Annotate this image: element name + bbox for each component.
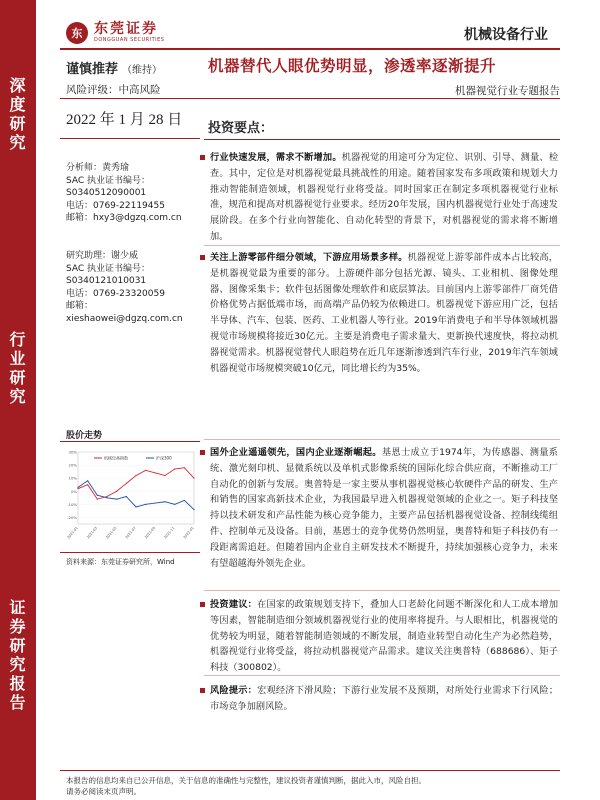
data-point bbox=[135, 506, 136, 507]
date-divider bbox=[60, 138, 200, 139]
y-tick-label: 0% bbox=[70, 488, 77, 494]
bullet-competition bbox=[210, 445, 558, 571]
analyst-name: 分析师：黄秀瑜 bbox=[66, 163, 130, 173]
bullet-square-icon bbox=[200, 688, 205, 693]
x-tick-label: 2021-01 bbox=[66, 526, 79, 540]
stock-price-chart bbox=[64, 446, 198, 544]
x-tick-label: 2021-05 bbox=[105, 526, 118, 540]
legend-label: 沪深300 bbox=[156, 455, 172, 461]
data-point bbox=[116, 499, 117, 500]
data-point bbox=[155, 472, 156, 473]
assistant-info bbox=[66, 250, 183, 326]
analyst-email: 邮箱：hxy3@dgzq.com.cn bbox=[66, 213, 182, 224]
side-label-depth-research: 深 度 研 究 bbox=[9, 76, 27, 152]
analyst-info bbox=[66, 162, 182, 225]
report-type: 机器视觉行业专题报告 bbox=[455, 85, 560, 97]
bullet-risk-warning bbox=[210, 683, 558, 715]
data-point bbox=[145, 470, 146, 471]
key-points-title: 投资要点： bbox=[208, 121, 274, 136]
logo-english-name: DONGGUAN SECURITIES bbox=[94, 37, 165, 43]
data-point bbox=[174, 504, 175, 505]
section-divider bbox=[204, 245, 560, 246]
y-tick-label: -10% bbox=[67, 501, 77, 507]
risk-level: 风险评级：中高风险 bbox=[66, 84, 161, 96]
bullet-investment-advice bbox=[210, 597, 558, 676]
chart-bottom-divider bbox=[60, 552, 200, 553]
assistant-email: xieshaowei@dgzq.com.cn bbox=[66, 313, 183, 324]
side-label-securities-report: 证 券 研 究 报 告 bbox=[9, 598, 27, 712]
y-tick-label: 20% bbox=[68, 462, 77, 468]
x-tick-label: 2021-09 bbox=[143, 526, 157, 540]
header-divider bbox=[60, 48, 560, 50]
section-divider bbox=[204, 439, 560, 440]
bullet-industry-growth bbox=[210, 150, 558, 245]
data-point bbox=[184, 500, 185, 501]
chart-frame bbox=[78, 452, 194, 524]
bullet-heading: 国外企业遥遥领先，国内企业逐渐崛起。 bbox=[210, 447, 382, 458]
section-divider bbox=[204, 675, 560, 676]
bullet-heading: 风险提示： bbox=[210, 685, 258, 696]
data-point bbox=[174, 468, 175, 469]
bullet-square-icon bbox=[200, 602, 205, 607]
key-points-divider bbox=[204, 139, 560, 140]
bullet-upstream-downstream bbox=[210, 250, 558, 376]
data-point bbox=[106, 497, 107, 498]
chart-divider bbox=[60, 441, 200, 442]
data-point bbox=[87, 484, 88, 485]
analyst-phone: 电话：0769-22119455 bbox=[66, 200, 165, 211]
analyst-cert-no: S0340512090001 bbox=[66, 188, 147, 199]
side-label-industry-research: 行 业 研 究 bbox=[9, 330, 27, 406]
bullet-body: 机器视觉的用途可分为定位、识别、引导、测量、检查。其中，定位是对机器视觉最具挑战性的用途。随着国家发布多项政策和规划大力推动智能制造领域，机器视觉行业将受益。同时国家正在制定多项机器视觉行业标准，规范和提高对机器视觉行业要求。经历20年发展，国内机器视觉行业处于高速发展阶段。在多个行业向智能化、自动化转型的背景下，对机器视觉的需求将不断增加。 bbox=[210, 152, 559, 242]
assistant-name: 研究助理：谢少威 bbox=[66, 251, 139, 261]
bullet-body: 机器视觉上游零部件成本占比较高，是机器视觉最为重要的部分。上游硬件部分包括光源、镜头、工业相机、图像处理器、图像采集卡；软件包括图像处理软件和底层算法。目前国内上游零部件厂商凭借价格优势占据低端市场，而高端产品仍较为依赖进口。机器视觉下游应用广泛，包括半导体、汽车、包装、医药、工业机器人等行业。2019年消费电子和半导体领域机器视觉市场规模将接近30亿元。主要是消费电子需求量大、更新换代速度快，将拉动机器视觉需求。机器视觉替代人眼趋势在近几年逐渐渗透到汽车行业，2019年汽车领域机器视觉市场规模突破10亿元，同比增长约为35%。 bbox=[210, 252, 558, 374]
y-tick-label: -20% bbox=[67, 514, 77, 520]
stock-chart-title: 股价走势 bbox=[66, 431, 103, 441]
logo-chinese-name: 东莞证券 bbox=[94, 21, 158, 37]
x-tick-label: 2021-03 bbox=[85, 526, 99, 540]
x-tick-label: 2021-07 bbox=[124, 526, 137, 540]
report-date: 2022 年 1 月 28 日 bbox=[66, 112, 183, 128]
bullet-body: 在国家的政策规划支持下，叠加人口老龄化问题不断深化和人工成本增加等因素，智能制造细分领域机器视觉行业的使用率将提升。与人眼相比，机器视觉的优势较为明显，随着智能制造领域的不断发展，制造业转型自动化生产为必然趋势，机器视觉行业将受益，将拉动机器视觉产品需求。建议关注奥普特（688686）、矩子科技（300802）。 bbox=[210, 599, 559, 674]
assistant-email-label: 邮箱： bbox=[66, 301, 94, 312]
footer-line-1: 本报告的信息均来自已公开信息，关于信息的准确性与完整性，建议投资者谨慎判断，据此入市，风险自担。 bbox=[66, 776, 426, 785]
legend-label: 机械设备指数 bbox=[104, 455, 128, 461]
data-point bbox=[87, 480, 88, 481]
bullet-square-icon bbox=[200, 155, 205, 160]
assistant-cert-no: S0340121010031 bbox=[66, 276, 147, 287]
bullet-heading: 关注上游零部件细分领域，下游应用场景多样。 bbox=[210, 252, 408, 263]
industry-label: 机械设备行业 bbox=[464, 27, 548, 43]
bullet-square-icon bbox=[200, 450, 205, 455]
y-tick-label: 30% bbox=[68, 449, 77, 455]
data-point bbox=[193, 478, 194, 479]
company-logo bbox=[66, 22, 164, 44]
data-point bbox=[116, 491, 117, 492]
footer-line-2: 请务必阅读末页声明。 bbox=[66, 787, 141, 796]
bullet-body: 宏观经济下滑风险；下游行业发展不及预期，对所处行业需求下行风险；市场竞争加剧风险。 bbox=[210, 685, 559, 712]
data-point bbox=[77, 488, 78, 489]
data-point bbox=[97, 495, 98, 496]
data-point bbox=[145, 504, 146, 505]
x-tick-label: 2021-11 bbox=[163, 526, 176, 540]
assistant-cert-label: SAC 执业证书编号： bbox=[66, 263, 151, 274]
data-point bbox=[77, 487, 78, 488]
series-line-csi300 bbox=[78, 481, 194, 510]
title-divider bbox=[60, 98, 560, 99]
data-point bbox=[106, 496, 107, 497]
data-point bbox=[164, 475, 165, 476]
analyst-cert-label: SAC 执业证书编号： bbox=[66, 175, 151, 186]
data-point bbox=[97, 499, 98, 500]
chart-source: 资料来源：东莞证券研究所，Wind bbox=[66, 558, 175, 566]
assistant-phone: 电话：0769-23320059 bbox=[66, 288, 165, 299]
rating-label: 谨慎推荐 bbox=[66, 62, 119, 77]
footer-disclaimer bbox=[66, 775, 561, 797]
report-title: 机器替代人眼优势明显，渗透率逐渐提升 bbox=[208, 57, 497, 75]
bullet-square-icon bbox=[200, 255, 205, 260]
bullet-heading: 行业快速发展，需求不断增加。 bbox=[210, 152, 342, 163]
bullet-heading: 投资建议： bbox=[210, 599, 258, 610]
logo-emblem-icon: 东 bbox=[66, 22, 88, 44]
bullet-body: 基恩士成立于1974年，为传感器、测量系统、激光刻印机、显微系统以及单机式影像系统的国际化综合供应商，不断推动工厂自动化的创新与发展。奥普特是一家主要从事机器视觉核心软硬件产品的研发、生产和销售的国家高新技术企业，为我国最早进入机器视觉领域的企业之一。矩子科技坚持以技术研发和产品性能为核心竞争能力，主要产品包括机器视觉设备、控制线缆组件、控制单元及设备。目前，基恩士的竞争优势仍然明显，奥普特和矩子科技仍有一段距离需追赶。但随着国内企业自主研发技术不断提升，持续加强核心竞争力，未来有望超越海外领先企业。 bbox=[210, 447, 558, 569]
series-line-machinery-index bbox=[78, 468, 194, 499]
data-point bbox=[155, 502, 156, 503]
data-point bbox=[135, 475, 136, 476]
rating bbox=[66, 58, 162, 77]
rating-sub: （维持） bbox=[122, 65, 163, 76]
data-point bbox=[193, 509, 194, 510]
data-point bbox=[164, 501, 165, 502]
data-point bbox=[126, 483, 127, 484]
data-point bbox=[184, 467, 185, 468]
data-point bbox=[126, 496, 127, 497]
section-divider bbox=[204, 590, 560, 591]
footer-divider bbox=[60, 770, 560, 771]
x-tick-label: 2022-01 bbox=[182, 526, 195, 540]
y-tick-label: 10% bbox=[68, 475, 77, 481]
